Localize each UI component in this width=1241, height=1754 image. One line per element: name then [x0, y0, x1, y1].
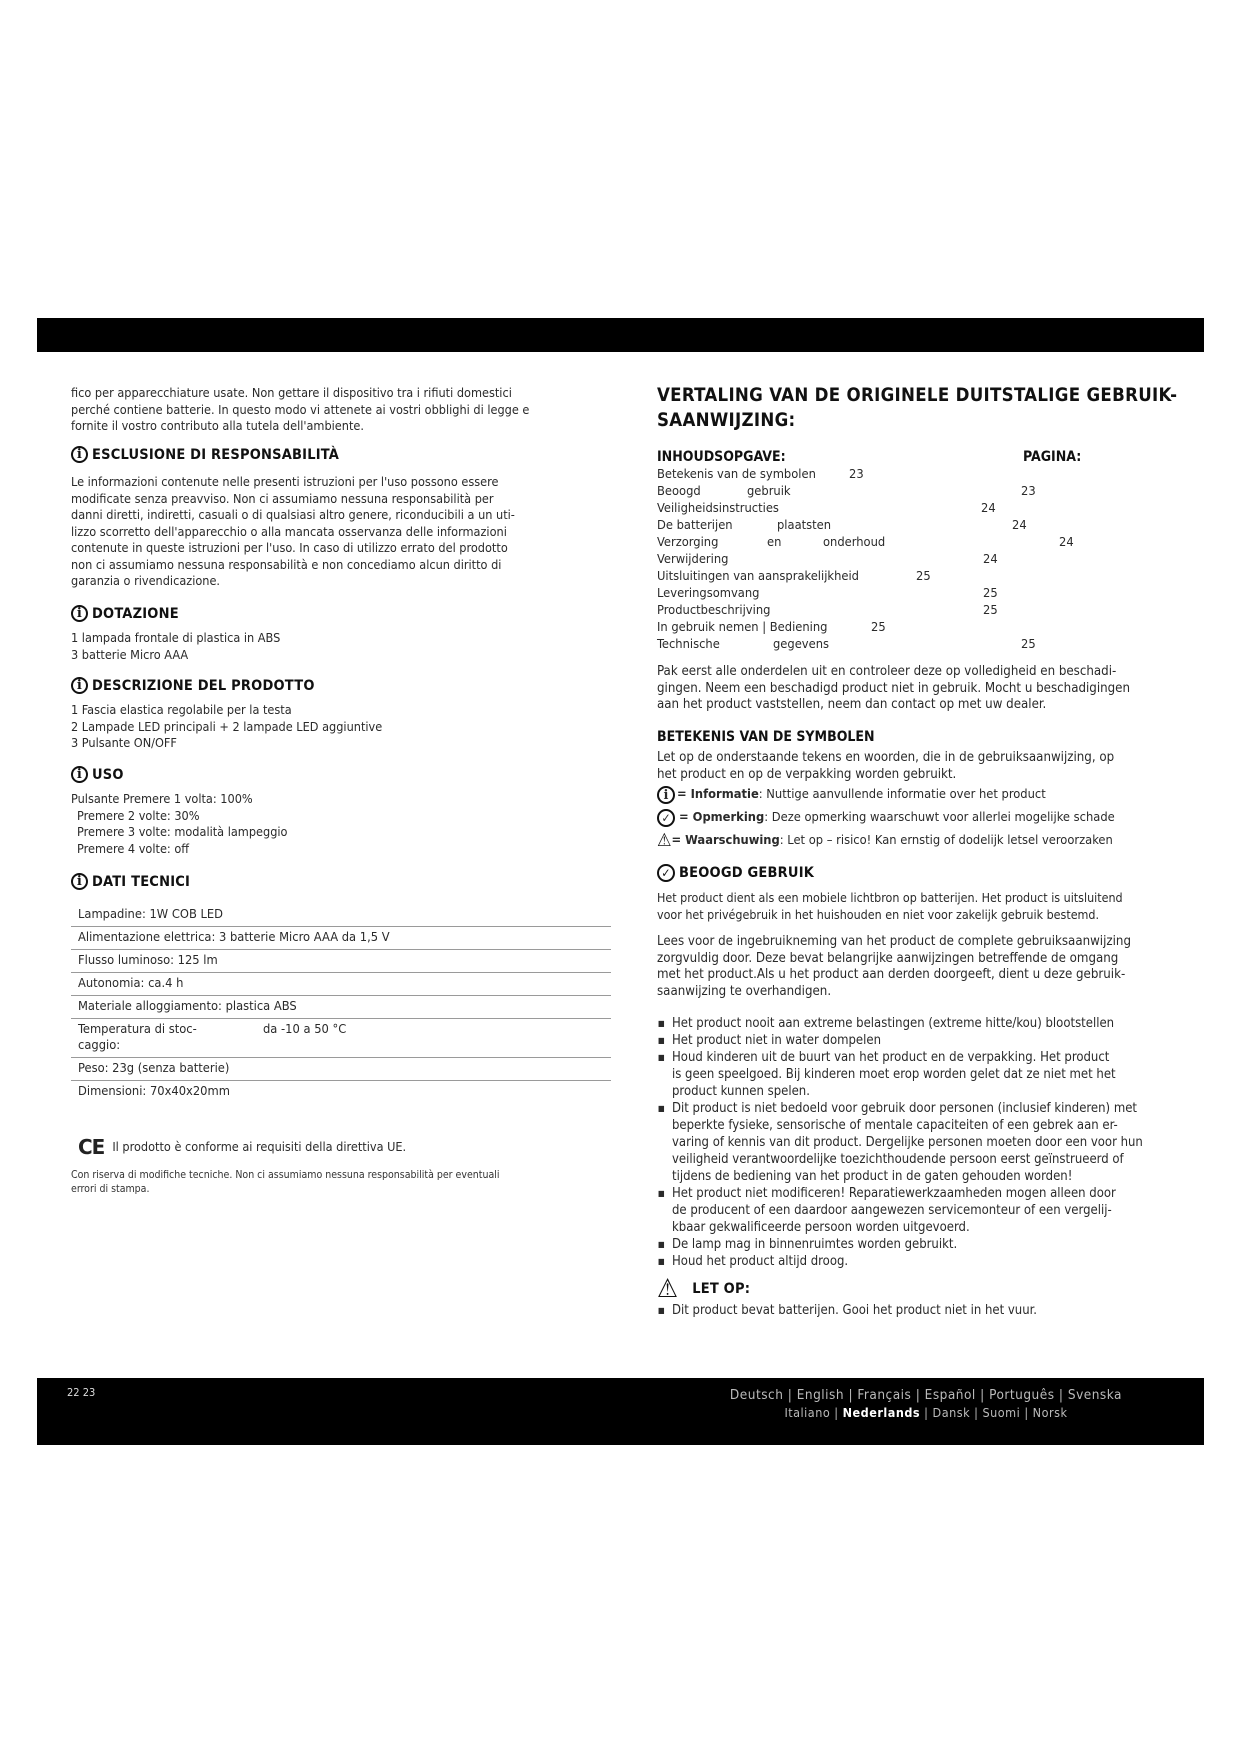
symbols-heading: BETEKENIS VAN DE SYMBOLEN — [657, 729, 875, 745]
toc-label: In gebruik nemen | Bediening — [657, 620, 828, 635]
temp-label: caggio: — [78, 1038, 121, 1053]
text-line: de producent of een daardoor aangewezen servicemonteur of een vergelij- — [672, 1203, 1112, 1218]
text-line: aan het product vaststellen, neem dan contact op met uw dealer. — [657, 697, 1047, 712]
toc-row — [657, 619, 1097, 636]
text-line: 1 Fascia elastica regolabile per la testa — [71, 702, 292, 717]
text-line: beperkte fysieke, sensorische of mentale capaciteiten of een gebrek aan er- — [672, 1118, 1118, 1133]
toc-page: 25 — [871, 620, 886, 635]
list-item — [657, 1253, 1143, 1270]
footer-bar — [37, 1378, 1204, 1445]
table-row: Materiale alloggiamento: plastica ABS — [71, 996, 611, 1019]
symbol-desc: : Nuttige aanvullende informatie over het product — [758, 786, 1046, 802]
language-row — [730, 1404, 1122, 1421]
text-line: 3 Pulsante ON/OFF — [71, 735, 177, 750]
toc-label: Verwijdering — [657, 552, 729, 567]
toc-row — [657, 568, 1097, 585]
dati-heading — [71, 873, 190, 890]
intro-text — [71, 385, 529, 435]
dotazione-list — [71, 630, 280, 663]
check-icon: ✓ — [657, 809, 675, 827]
toc-page: 23 — [1021, 484, 1036, 499]
text-line: Con riserva di modifiche tecniche. Non ci assumiamo nessuna responsabilità per eventuali — [71, 1169, 500, 1181]
caution-list — [657, 1303, 1037, 1320]
toc-label: onderhoud — [823, 535, 886, 550]
list-item — [657, 1236, 1143, 1253]
toc-label: gegevens — [773, 637, 829, 652]
text-line: veiligheid verantwoordelijke toezichthoudende persoon eerst geïnstrueerd of — [672, 1152, 1124, 1167]
check-text — [657, 664, 1130, 714]
toc-heading: INHOUDSOPGAVE: — [657, 449, 786, 465]
toc-page: 24 — [983, 552, 998, 567]
descrizione-list — [71, 702, 382, 752]
language-row: Deutsch | English | Français | Español | Português | Svenska — [729, 1387, 1122, 1403]
toc-page: 24 — [1059, 535, 1074, 550]
toc-page: 24 — [1012, 518, 1027, 533]
title-line: VERTALING VAN DE ORIGINELE DUITSTALIGE GEBRUIK- — [657, 385, 1178, 406]
toc-label: Leveringsomvang — [657, 586, 760, 601]
text-line: Le informazioni contenute nelle presenti istruzioni per l'uso possono essere — [71, 474, 499, 489]
dotazione-heading — [71, 605, 179, 622]
text-line: Houd het product altijd droog. — [672, 1254, 849, 1269]
list-item — [657, 1015, 1143, 1032]
text-line: varing of kennis van dit product. Dergelijke personen moeten door een voor hun — [672, 1135, 1143, 1150]
toc-label: Technische — [657, 637, 720, 652]
toc-label: De batterijen — [657, 518, 733, 533]
text-line: Let op de onderstaande tekens en woorden, die in de gebruiksaanwijzing, op — [657, 750, 1115, 765]
text-line: saanwijzing te overhandigen. — [657, 983, 832, 999]
text-line: Premere 3 volte: modalità lampeggio — [77, 824, 288, 839]
text-line: Pak eerst alle onderdelen uit en controleer deze op volledigheid en beschadi- — [657, 664, 1117, 679]
toc-label: gebruik — [747, 484, 791, 499]
info-icon: i — [657, 786, 675, 804]
text-line: voor het privégebruik in het huishouden en niet voor zakelijk gebruik bestemd. — [657, 906, 1100, 922]
descrizione-heading — [71, 677, 315, 694]
symbol-label: = Opmerking — [679, 809, 765, 825]
text-line: De lamp mag in binnenruimtes worden gebruikt. — [672, 1237, 958, 1252]
text-line: non ci assumiamo nessuna responsabilità e non concediamo alcun diritto di — [71, 556, 502, 572]
heading-text: BEOOGD GEBRUIK — [679, 865, 815, 881]
toc-label: Betekenis van de symbolen — [657, 467, 816, 482]
ce-mark-icon: CE — [78, 1135, 105, 1159]
title-line: SAANWIJZING: — [657, 410, 796, 431]
list-item — [657, 1303, 1037, 1320]
toc-row — [657, 534, 1097, 551]
toc-page: 24 — [981, 501, 996, 516]
text-line: ■ Het product niet modificeren! Reparatiewerkzaamheden mogen alleen door — [672, 1186, 1116, 1201]
toc-label: en — [767, 535, 782, 550]
intended-use-heading — [657, 864, 814, 882]
temp-value: da -10 a 50 °C — [263, 1022, 347, 1037]
text-line: Lees voor de ingebruikneming van het product de complete gebruiksaanwijzing — [657, 934, 1131, 949]
heading-text: LET OP: — [692, 1281, 751, 1297]
symbol-info-row — [657, 786, 1046, 804]
tech-data-table — [71, 904, 611, 1103]
ce-line — [78, 1135, 406, 1159]
footnote — [71, 1168, 499, 1196]
toc-row — [657, 517, 1097, 534]
symbol-desc: : Let op – risico! Kan ernstig of dodelijk letsel veroorzaken — [779, 832, 1113, 848]
text-line: is geen speelgoed. Bij kinderen moet erop worden gelet dat ze niet met het — [672, 1067, 1116, 1082]
table-row: Alimentazione elettrica: 3 batterie Micro AAA da 1,5 V — [71, 927, 611, 950]
toc-page: 25 — [983, 603, 998, 618]
text-line: Pulsante Premere 1 volta: 100% — [71, 791, 253, 806]
text-line: Het product dient als een mobiele lichtbron op batterijen. Het product is uitsluitend — [657, 890, 1123, 905]
toc-row — [657, 483, 1097, 500]
text-line: Premere 2 volte: 30% — [77, 807, 200, 823]
toc-label: Verzorging — [657, 535, 719, 550]
caution-heading — [657, 1276, 750, 1302]
toc-row — [657, 551, 1097, 568]
table-row: Peso: 23g (senza batterie) — [71, 1058, 611, 1081]
check-icon: ✓ — [657, 864, 675, 882]
text-line: 2 Lampade LED principali + 2 lampade LED aggiuntive — [71, 718, 383, 734]
text-line: fornite il vostro contributo alla tutela dell'ambiente. — [71, 418, 364, 433]
info-icon: i — [71, 766, 88, 783]
text-line: perché contiene batterie. In questo modo vi attenete ai vostri obblighi di legge e — [71, 401, 530, 417]
text-line: fico per apparecchiature usate. Non gettare il dispositivo tra i rifiuti domestici — [71, 385, 512, 400]
toc-row — [657, 466, 1097, 483]
text-line: Het product niet in water dompelen — [672, 1033, 881, 1048]
warning-icon: ⚠ — [657, 1274, 679, 1304]
language-text: Italiano | — [784, 1405, 843, 1420]
disclaimer-heading — [71, 446, 339, 463]
text-line: lizzo scorretto dell'apparecchio o alla mancata osservanza delle informazioni — [71, 523, 507, 539]
text-line: het product en op de verpakking worden gebruikt. — [657, 766, 957, 782]
info-icon: i — [71, 605, 88, 622]
info-icon: i — [71, 446, 88, 463]
toc-page-heading: PAGINA: — [1023, 449, 1082, 465]
language-text: | Dansk | Suomi | Norsk — [920, 1405, 1068, 1420]
uso-heading — [71, 766, 124, 783]
info-icon: i — [71, 677, 88, 694]
table-row: Lampadine: 1W COB LED — [71, 904, 611, 927]
text-line: product kunnen spelen. — [672, 1084, 810, 1099]
table-row: Autonomia: ca.4 h — [71, 973, 611, 996]
toc-page: 25 — [983, 586, 998, 601]
toc-page: 23 — [849, 467, 864, 482]
symbols-intro — [657, 750, 1114, 783]
symbol-warning-row — [657, 832, 1113, 850]
table-row — [71, 1019, 611, 1058]
heading-text: DATI TECNICI — [92, 873, 191, 890]
toc-row — [657, 500, 1097, 517]
temp-label: Temperatura di stoc- — [78, 1022, 197, 1037]
toc-row — [657, 602, 1097, 619]
toc-page: 25 — [916, 569, 931, 584]
text-line: gingen. Neem een beschadigd product niet in gebruik. Mocht u beschadigingen — [657, 680, 1131, 696]
symbol-label: = Informatie — [677, 786, 759, 802]
heading-text: ESCLUSIONE DI RESPONSABILITÀ — [92, 446, 340, 463]
warning-icon: ⚠ — [657, 830, 672, 851]
text-line: tijdens de bediening van het product in de gaten gehouden worden! — [672, 1169, 1073, 1184]
safety-bullets — [657, 1015, 1143, 1270]
heading-text: USO — [92, 766, 124, 783]
toc-row — [657, 585, 1097, 602]
toc-label: Uitsluitingen van aansprakelijkheid — [657, 569, 859, 584]
symbol-label: = Waarschuwing — [671, 832, 780, 848]
page-title — [657, 383, 1177, 433]
table-row: Dimensioni: 70x40x20mm — [78, 1084, 230, 1099]
intended-use-p1 — [657, 890, 1123, 923]
table-row: Flusso luminoso: 125 lm — [71, 950, 611, 973]
top-black-bar — [37, 318, 1204, 352]
toc-label: plaatsten — [777, 518, 832, 533]
toc-page: 25 — [1021, 637, 1036, 652]
heading-text: DESCRIZIONE DEL PRODOTTO — [92, 677, 315, 694]
text-line: Het product nooit aan extreme belastingen (extreme hitte/kou) blootstellen — [672, 1016, 1115, 1031]
symbol-desc: : Deze opmerking waarschuwt voor allerlei mogelijke schade — [764, 809, 1115, 825]
text-line: met het product.Als u het product aan derden doorgeeft, dient u deze gebruik- — [657, 967, 1126, 982]
text-line: contenute in queste istruzioni per l'uso. In caso di utilizzo errato del prodotto — [71, 540, 508, 555]
list-item — [657, 1049, 1143, 1100]
text-line: 1 lampada frontale di plastica in ABS — [71, 630, 281, 645]
toc-label: Productbeschrijving — [657, 603, 771, 618]
list-item — [657, 1100, 1143, 1185]
text-line: ■ Houd kinderen uit de buurt van het product en de verpakking. Het product — [672, 1050, 1110, 1065]
text-line: errori di stampa. — [71, 1183, 150, 1195]
info-icon: i — [71, 873, 88, 890]
symbol-note-row — [657, 809, 1115, 827]
current-language: Nederlands — [842, 1405, 921, 1420]
language-list — [730, 1387, 1122, 1421]
text-line: Premere 4 volte: off — [77, 840, 190, 856]
table-of-contents — [657, 466, 1097, 653]
toc-label: Veiligheidsinstructies — [657, 501, 779, 516]
text-line: Dit product bevat batterijen. Gooi het product niet in het vuur. — [672, 1303, 1037, 1318]
list-item — [657, 1185, 1143, 1236]
text-line: danni diretti, indiretti, casuali o di qualsiasi altro genere, riconducibili a un uti- — [71, 507, 515, 522]
text-line: modificate senza preavviso. Non ci assumiamo nessuna responsabilità per — [71, 490, 494, 506]
ce-text: Il prodotto è conforme ai requisiti della direttiva UE. — [112, 1138, 407, 1154]
page-numbers: 22 23 — [67, 1386, 96, 1399]
text-line: kbaar gekwalificeerde persoon worden uitgevoerd. — [672, 1220, 970, 1235]
uso-list — [71, 791, 287, 857]
toc-row — [657, 636, 1097, 653]
text-line: ■ Dit product is niet bedoeld voor gebruik door personen (inclusief kinderen) met — [672, 1101, 1137, 1116]
text-line: zorgvuldig door. Deze bevat belangrijke aanwijzingen betreffende de omgang — [657, 950, 1119, 966]
text-line: garanzia o rivendicazione. — [71, 573, 221, 588]
toc-label: Beoogd — [657, 484, 701, 499]
list-item — [657, 1032, 1143, 1049]
intended-use-p2 — [657, 934, 1131, 1000]
disclaimer-text — [71, 474, 515, 590]
heading-text: DOTAZIONE — [92, 605, 179, 622]
text-line: 3 batterie Micro AAA — [71, 646, 189, 662]
